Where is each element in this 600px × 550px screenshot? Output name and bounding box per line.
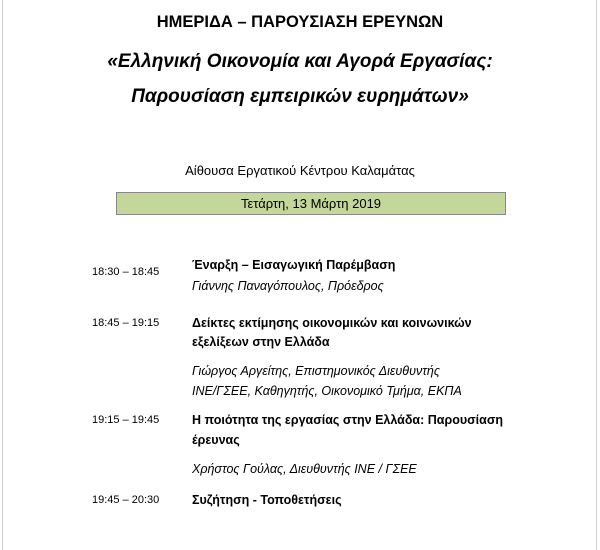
schedule-title-4-line-1: Συζήτηση - Τοποθετήσεις (192, 493, 342, 507)
schedule-title-2-line-2: εξελίξεων στην Ελλάδα (192, 335, 330, 349)
schedule-title-3-line-2: έρευνας (192, 433, 240, 447)
document-title: ΗΜΕΡΙΔΑ – ΠΑΡΟΥΣΙΑΣΗ ΕΡΕΥΝΩΝ (156, 13, 444, 31)
page-border-left (2, 0, 3, 550)
schedule-time-2: 18:45 – 19:15 (92, 317, 160, 329)
date-banner (116, 192, 506, 215)
schedule-title-2-line-1: Δείκτες εκτίμησης οικονομικών και κοινωνικών (192, 316, 472, 330)
schedule-time-1: 18:30 – 18:45 (92, 266, 160, 278)
document-subtitle-line-2: Παρουσίαση εμπειρικών ευρημάτων» (131, 86, 469, 107)
schedule-title-3-line-1: Η ποιότητα της εργασίας στην Ελλάδα: Παρουσίαση (192, 413, 504, 427)
date-text: Τετάρτη, 13 Μάρτη 2019 (240, 196, 382, 211)
page-border-right (596, 0, 597, 550)
schedule-speaker-2-line-1: Γιώργος Αργείτης, Επιστημονικός Διευθυντής (192, 364, 440, 378)
schedule-speaker-2-line-2: ΙΝΕ/ΓΣΕΕ, Καθηγητής, Οικονομικό Τμήμα, ΕΚΠΑ (192, 384, 462, 398)
schedule-time-3: 19:15 – 19:45 (92, 414, 160, 426)
schedule-time-4: 19:45 – 20:30 (92, 494, 160, 506)
venue-text: Αίθουσα Εργατικού Κέντρου Καλαμάτας (185, 163, 415, 178)
schedule-title-1-line-1: Έναρξη – Εισαγωγική Παρέμβαση (192, 258, 396, 272)
document-subtitle-line-1: «Ελληνική Οικονομία και Αγορά Εργασίας: (107, 51, 493, 72)
schedule-speaker-3-line-1: Χρήστος Γούλας, Διευθυντής ΙΝΕ / ΓΣΕΕ (192, 462, 417, 476)
schedule-speaker-1-line-1: Γιάννης Παναγόπουλος, Πρόεδρος (192, 279, 384, 293)
